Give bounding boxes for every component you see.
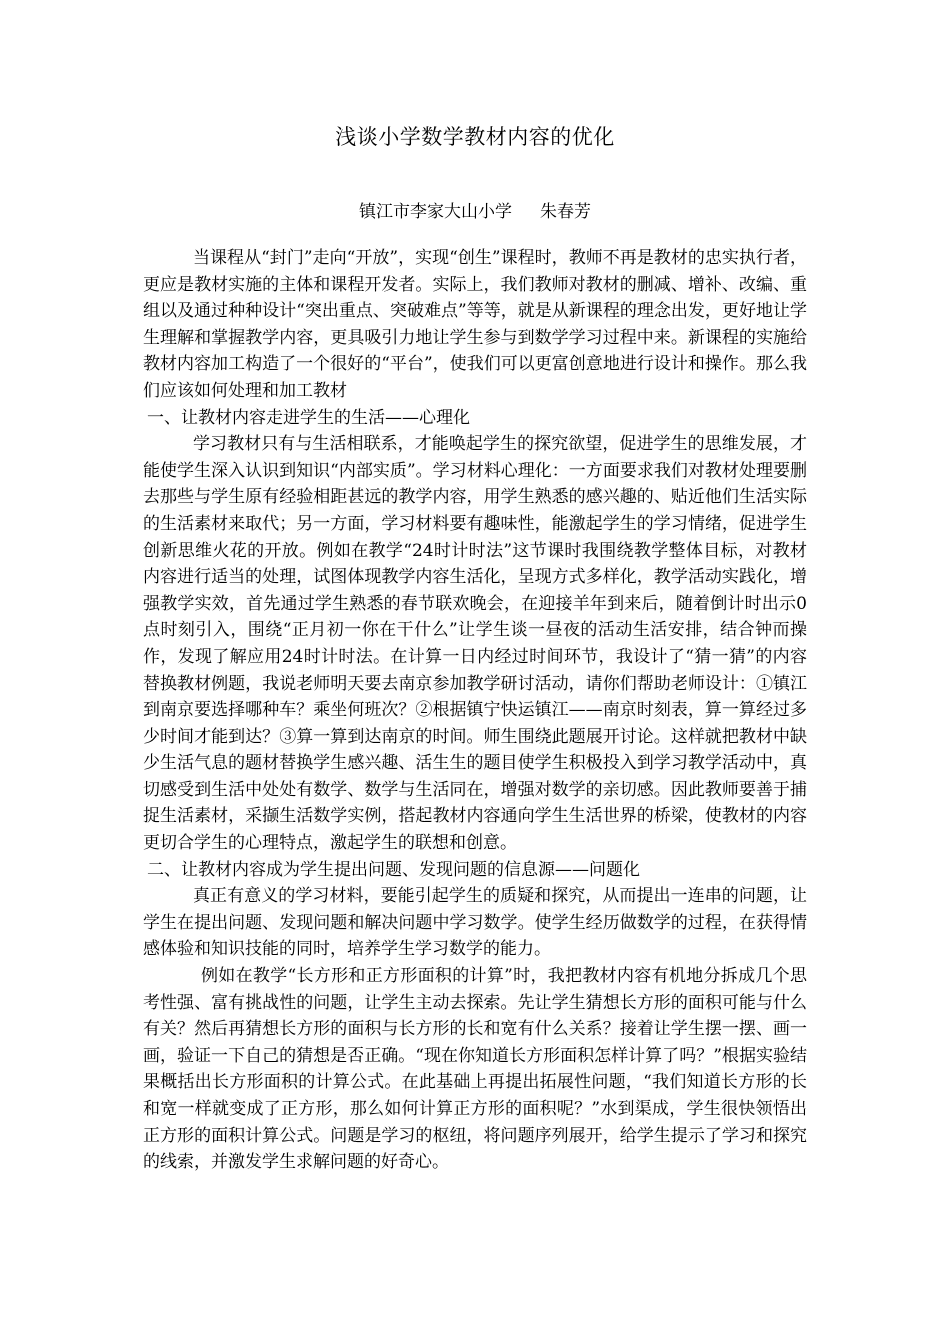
intro-paragraph: 当课程从“封门”走向“开放”，实现“创生”课程时，教师不再是教材的忠实执行者，更应是教材实施的主体和课程开发者。实际上，我们教师对教材的删减、增补、改编、重组以及通过种种设计“突出重点、突破难点”等等，就是从新课程的理念出发，更好地让学生理解和掌握教学内容，更具吸引力地让学生参与到数学学习过程中来。新课程的实施给教材内容加工构造了一个很好的“平台”，使我们可以更富创意地进行设计和操作。那么我们应该如何处理和加工教材 bbox=[143, 248, 807, 401]
document-title: 浅谈小学数学教材内容的优化 bbox=[335, 125, 615, 149]
author-name: 朱春芳 bbox=[540, 202, 591, 222]
section-2-paragraph-1: 真正有意义的学习材料，要能引起学生的质疑和探究，从而提出一连串的问题，让学生在提出问题、发现问题和解决问题中学习数学。使学生经历做数学的过程，在获得情感体验和知识技能的同时，培养学生学习数学的能力。 bbox=[143, 886, 807, 960]
section-1-heading: 一、让教材内容走进学生的生活——心理化 bbox=[147, 407, 470, 428]
section-2-paragraph-2: 例如在教学“长方形和正方形面积的计算”时，我把教材内容有机地分拆成几个思考性强、富有挑战性的问题，让学生主动去探索。先让学生猜想长方形的面积可能与什么有关？然后再猜想长方形的面积与长方形的长和宽有什么关系？接着让学生摆一摆、画一画，验证一下自己的猜想是否正确。“现在你知道长方形面积怎样计算了吗？”根据实验结果概括出长方形面积的计算公式。在此基础上再提出拓展性问题，“我们知道长方形的长和宽一样就变成了正方形，那么如何计算正方形的面积呢？”水到渠成，学生很快领悟出正方形的面积计算公式。问题是学习的枢纽，将问题序列展开，给学生提示了学习和探究的线索，并激发学生求解问题的好奇心。 bbox=[143, 966, 807, 1173]
section-1-paragraph: 学习教材只有与生活相联系，才能唤起学生的探究欲望，促进学生的思维发展，才能使学生深入认识到知识“内部实质”。学习材料心理化：一方面要求我们对教材处理要删去那些与学生原有经验相距甚远的教学内容，用学生熟悉的感兴趣的、贴近他们生活实际的生活素材来取代；另一方面，学习材料要有趣味性，能激起学生的学习情绪，促进学生创新思维火花的开放。例如在教学“24时计时法”这节课时我围绕教学整体目标，对教材内容进行适当的处理，试图体现教学内容生活化，呈现方式多样化，教学活动实践化，增强教学实效，首先通过学生熟悉的春节联欢晚会，在迎接羊年到来后，随着倒计时出示0点时刻引入，围绕“正月初一你在干什么”让学生谈一昼夜的活动生活安排，结合钟而操作，发现了解应用24时计时法。在计算一日内经过时间环节，我设计了“猜一猜”的内容替换教材例题，我说老师明天要去南京参加教学研讨活动，请你们帮助老师设计：①镇江到南京要选择哪种车？乘坐何班次？②根据镇宁快运镇江——南京时刻表，算一算经过多少时间才能到达？③算一算到达南京的时间。师生围绕此题展开讨论。这样就把教材中缺少生活气息的题材替换学生感兴趣、活生生的题目使学生积极投入到学习教学活动中，真切感受到生活中处处有数学、数学与生活同在，增强对数学的亲切感。因此教师要善于捕捉生活素材，采撷生活数学实例，搭起教材内容通向学生生活世界的桥梁，使教材的内容更切合学生的心理特点，激起学生的联想和创意。 bbox=[143, 434, 807, 854]
document-body bbox=[143, 245, 807, 1176]
byline bbox=[143, 199, 807, 225]
school-name: 镇江市李家大山小学 bbox=[359, 202, 512, 222]
section-2-heading: 二、让教材内容成为学生提出问题、发现问题的信息源——问题化 bbox=[147, 859, 640, 880]
